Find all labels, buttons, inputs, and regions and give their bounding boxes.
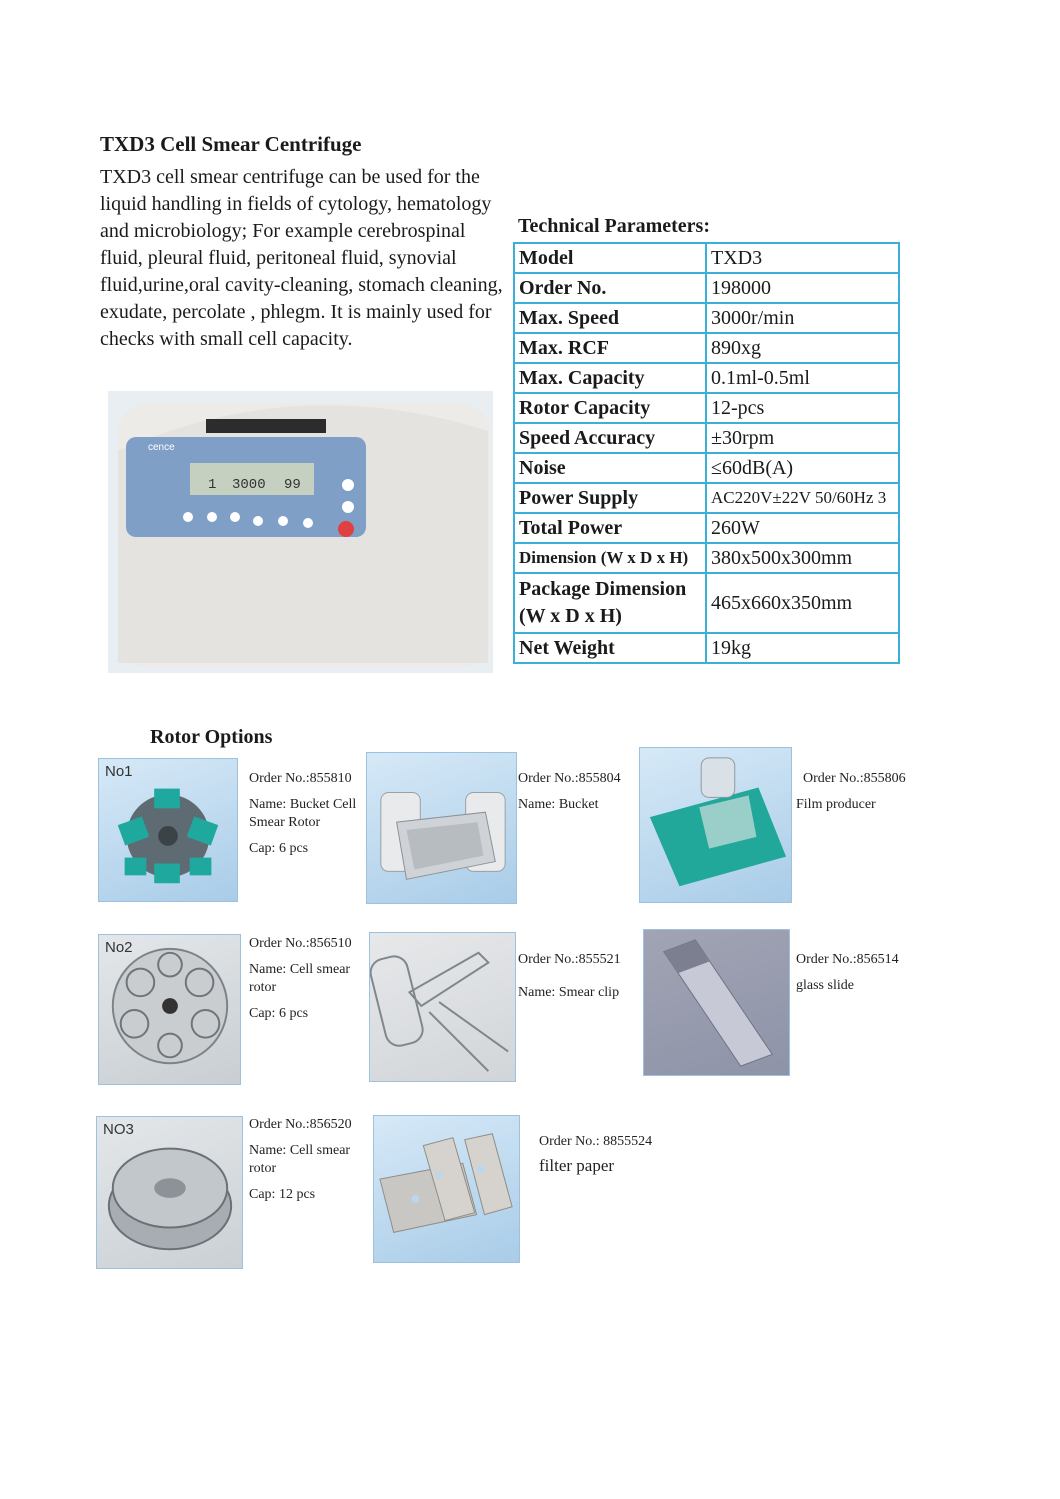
technical-parameters-heading: Technical Parameters: [518, 215, 710, 237]
bucket-cell-smear-rotor-image [98, 758, 238, 902]
spec-value: 12-pcs [706, 393, 899, 423]
order-number: Order No.:855521 [518, 952, 621, 967]
spec-value: 3000r/min [706, 303, 899, 333]
spec-value: 198000 [706, 273, 899, 303]
spec-label: Total Power [514, 513, 706, 543]
item-name: Name: Cell smear rotor [249, 962, 351, 995]
spec-label: Order No. [514, 273, 706, 303]
order-number: Order No.:856514 [796, 952, 899, 967]
smear-clip-image [369, 932, 516, 1082]
table-row [514, 483, 899, 513]
table-row [514, 333, 899, 363]
glass-slide-image [643, 929, 790, 1076]
item-name: filter paper [539, 1156, 615, 1175]
table-row [514, 423, 899, 453]
filter-paper-caption [539, 1133, 679, 1175]
cell-smear-rotor-6-image [98, 934, 241, 1085]
product-description: TXD3 cell smear centrifuge can be used for the liquid handling in fields of cytology, hematology and microbiology; For example cerebrospinal fluid, pleural fluid, peritoneal fluid, synovial fluid,urine,oral cavity-cleaning, stomach cleaning, exudate, percolate , phlegm. It is mainly used for checks with small cell capacity. [100, 166, 503, 350]
film-producer-image [639, 747, 792, 903]
spec-value: 0.1ml-0.5ml [706, 363, 899, 393]
centrifuge-image [108, 391, 493, 673]
item-name: Name: Bucket [518, 797, 599, 812]
item-capacity: Cap: 12 pcs [249, 1187, 316, 1202]
spec-label: Net Weight [514, 633, 706, 663]
filter-paper-image [373, 1115, 520, 1263]
cell-smear-rotor-12-image [96, 1116, 243, 1269]
rotor-options-title: Rotor Options [150, 726, 273, 748]
item-name: Film producer [796, 797, 876, 812]
spec-label: Package Dimension (W x D x H) [514, 573, 706, 633]
spec-label: Max. RCF [514, 333, 706, 363]
table-row [514, 363, 899, 393]
display-readout-a: 1 [208, 477, 217, 493]
spec-label: Dimension (W x D x H) [514, 543, 706, 573]
glass-slide-caption [796, 951, 926, 1003]
spec-value: AC220V±22V 50/60Hz 3 [706, 483, 899, 513]
spec-label: Power Supply [514, 483, 706, 513]
table-row [514, 513, 899, 543]
product-title: TXD3 Cell Smear Centrifuge [100, 132, 362, 156]
order-number: Order No.:855804 [518, 771, 621, 786]
smear-clip-caption [518, 951, 633, 1010]
spec-label: Max. Speed [514, 303, 706, 333]
spec-label: Noise [514, 453, 706, 483]
order-number: Order No.: 8855524 [539, 1134, 653, 1149]
order-number: Order No.:855810 [249, 771, 352, 786]
rotor-caption [249, 1116, 364, 1212]
item-capacity: Cap: 6 pcs [249, 1006, 309, 1021]
bucket-caption [518, 770, 633, 822]
rotor-caption [249, 935, 364, 1031]
spec-label: Max. Capacity [514, 363, 706, 393]
spec-label: Speed Accuracy [514, 423, 706, 453]
display-readout-c: 99 [284, 477, 301, 493]
rotor-number-tag: No1 [105, 763, 133, 780]
spec-value: TXD3 [706, 243, 899, 273]
order-number: Order No.:856510 [249, 936, 352, 951]
table-row [514, 453, 899, 483]
spec-value: 890xg [706, 333, 899, 363]
item-capacity: Cap: 6 pcs [249, 841, 309, 856]
table-row [514, 573, 899, 633]
order-number: Order No.:856520 [249, 1117, 352, 1132]
film-producer-caption [796, 770, 926, 822]
brand-logo: cence [148, 442, 175, 453]
table-row [514, 393, 899, 423]
spec-value: 380x500x300mm [706, 543, 899, 573]
rotor-number-tag: No2 [105, 939, 133, 956]
spec-value: ≤60dB(A) [706, 453, 899, 483]
table-row [514, 543, 899, 573]
bucket-image [366, 752, 517, 904]
table-row [514, 273, 899, 303]
item-name: Name: Smear clip [518, 985, 620, 1000]
spec-label: Rotor Capacity [514, 393, 706, 423]
table-row [514, 303, 899, 333]
spec-value: 260W [706, 513, 899, 543]
rotor-caption [249, 770, 364, 866]
display-readout-b: 3000 [232, 477, 266, 493]
spec-value: ±30rpm [706, 423, 899, 453]
spec-table [513, 242, 900, 664]
rotor-number-tag: NO3 [103, 1121, 134, 1138]
spec-value: 465x660x350mm [706, 573, 899, 633]
table-row [514, 243, 899, 273]
item-name: Name: Bucket Cell Smear Rotor [249, 797, 357, 830]
item-name: glass slide [796, 978, 854, 993]
table-row [514, 633, 899, 663]
spec-value: 19kg [706, 633, 899, 663]
item-name: Name: Cell smear rotor [249, 1143, 351, 1176]
order-number: Order No.:855806 [803, 771, 906, 786]
spec-label: Model [514, 243, 706, 273]
